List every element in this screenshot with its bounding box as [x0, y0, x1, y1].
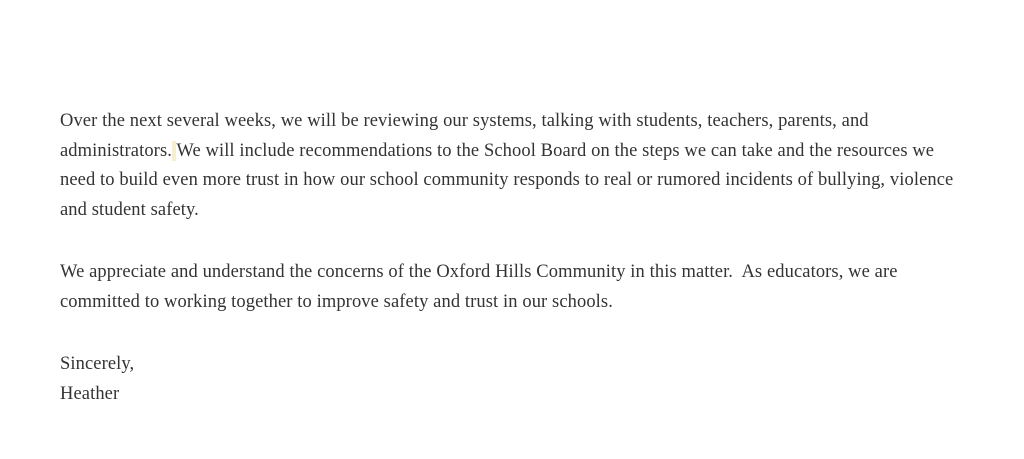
paragraph-1-text-after-highlight: We will include recommendations to the School Board on the steps we can take and the resources we need to build even more trust in how our school community responds to real or rumored incidents of bullying, violence and student safety. [60, 140, 959, 220]
paragraph-2: We appreciate and understand the concerns of the Oxford Hills Community in this matter. As educators, we are committed to working together to improve safety and trust in our schools. [60, 262, 903, 312]
paragraph-1 [60, 107, 966, 225]
closing-line: Sincerely, [60, 354, 135, 374]
paragraph-1-text-before-highlight: Over the next several weeks, we will be reviewing our systems, talking with students, teachers, parents, and administrators. [60, 111, 874, 161]
signoff-block [60, 350, 966, 409]
signature-line: Heather [60, 383, 120, 404]
document-page[interactable] [60, 107, 966, 409]
